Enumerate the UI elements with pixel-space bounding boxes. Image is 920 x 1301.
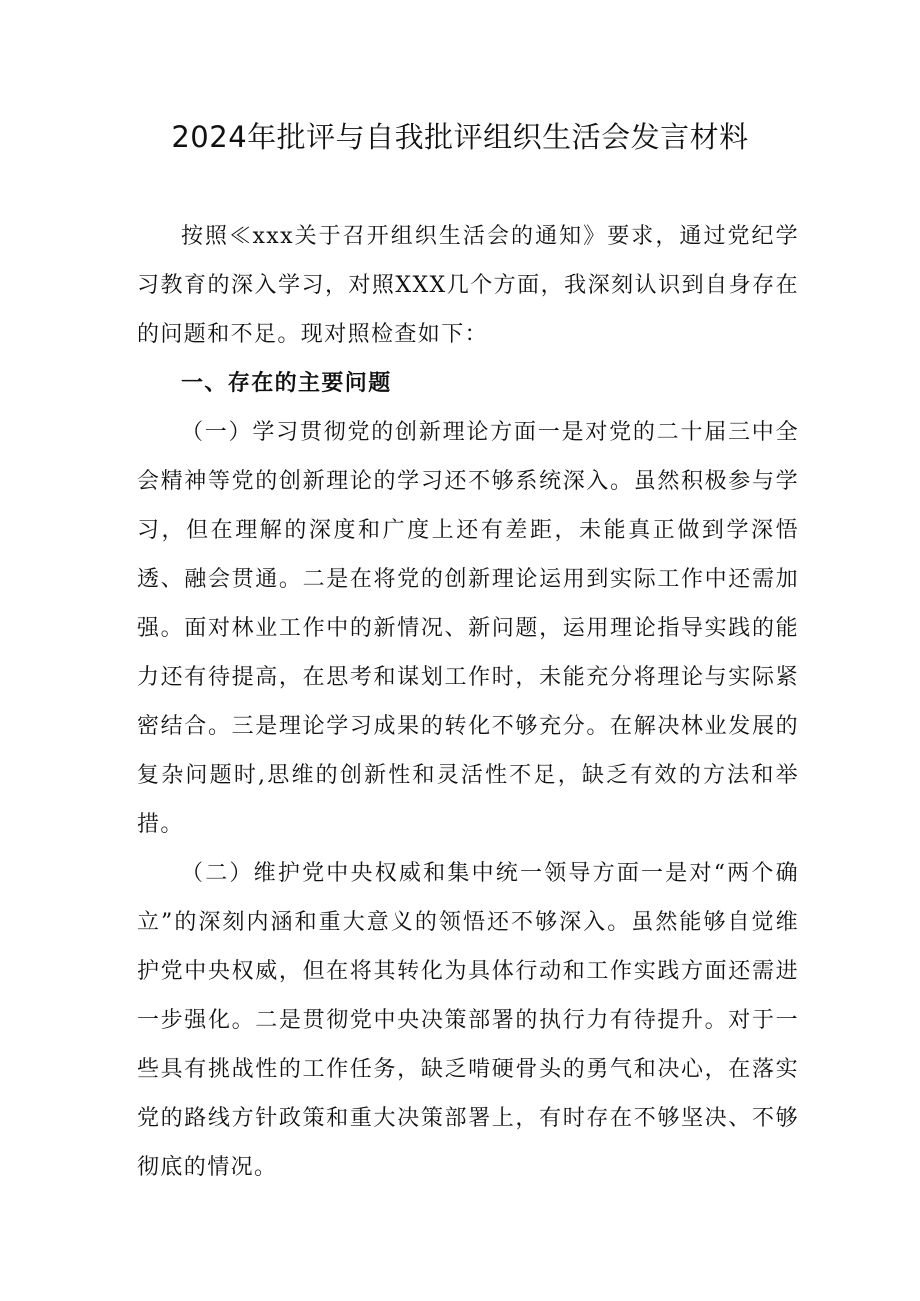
intro-paragraph: 按照≪xxx关于召开组织生活会的通知》要求，通过党纪学习教育的深入学习，对照XXX几个方面，我深刻认识到自身存在的问题和不足。现对照检查如下： bbox=[137, 224, 799, 347]
paragraph-theory-study: （一）学习贯彻党的创新理论方面一是对党的二十届三中全会精神等党的创新理论的学习还不够系统深入。虽然积极参与学习，但在理解的深度和广度上还有差距，未能真正做到学深悟透、融会贯通。二是在将党的创新理论运用到实际工作中还需加强。面对林业工作中的新情况、新问题，运用理论指导实践的能力还有待提高，在思考和谋划工作时，未能充分将理论与实际紧密结合。三是理论学习成果的转化不够充分。在解决林业发展的复杂问题时,思维的创新性和灵活性不足，缺乏有效的方法和举措。 bbox=[137, 420, 799, 837]
paragraph-central-authority: （二）维护党中央权威和集中统一领导方面一是对“两个确立”的深刻内涵和重大意义的领悟还不够深入。虽然能够自觉维护党中央权威，但在将其转化为具体行动和工作实践方面还需进一步强化。二是贯彻党中央决策部署的执行力有待提升。对于一些具有挑战性的工作任务，缺乏啃硬骨头的勇气和决心，在落实党的路线方针政策和重大决策部署上，有时存在不够坚决、不够彻底的情况。 bbox=[137, 861, 799, 1180]
document-title: 2024年批评与自我批评组织生活会发言材料 bbox=[171, 120, 749, 154]
document-body bbox=[137, 212, 799, 1192]
section-heading: 一、存在的主要问题 bbox=[181, 371, 392, 396]
